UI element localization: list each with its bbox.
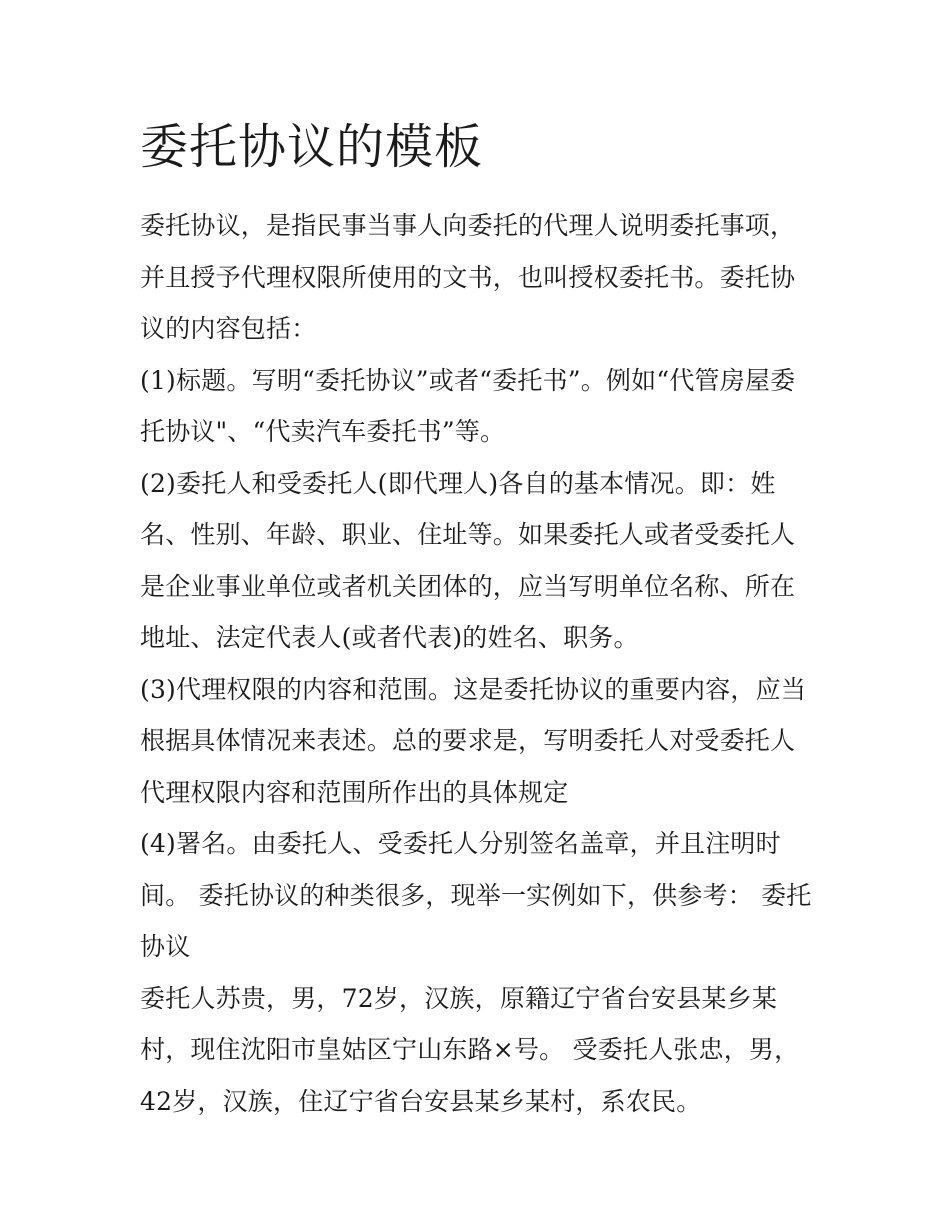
- document-body: [140, 200, 820, 1127]
- paragraph-item-2-parties: (2)委托人和受委托人(即代理人)各自的基本情况。即：姓名、性别、年龄、职业、住址等。如果委托人或者受委托人是企业事业单位或者机关团体的，应当写明单位名称、所在地址、法定代表人(或者代表)的姓名、职务。: [140, 468, 796, 652]
- paragraph-example-parties: 委托人苏贵，男，72岁，汉族，原籍辽宁省台安县某乡某村，现住沈阳市皇姑区宁山东路×号。 受委托人张忠，男，42岁，汉族，住辽宁省台安县某乡某村，系农民。: [140, 983, 800, 1116]
- paragraph-item-4-signature: (4)署名。由委托人、受委托人分别签名盖章，并且注明时间。 委托协议的种类很多，现举一实例如下，供参考： 委托协议: [140, 829, 812, 961]
- document-title: 委托协议的模板: [140, 119, 484, 175]
- document-content: [140, 112, 820, 1127]
- paragraph-item-1-title: (1)标题。写明“委托协议”或者“委托书”。例如“代管房屋委托协议"、“代卖汽车委托书”等。: [140, 365, 796, 446]
- paragraph-intro: 委托协议，是指民事当事人向委托的代理人说明委托事项，并且授予代理权限所使用的文书，也叫授权委托书。委托协议的内容包括：: [140, 211, 796, 343]
- paragraph-item-3-scope: (3)代理权限的内容和范围。这是委托协议的重要内容，应当根据具体情况来表述。总的要求是，写明委托人对受委托人代理权限内容和范围所作出的具体规定: [140, 674, 807, 807]
